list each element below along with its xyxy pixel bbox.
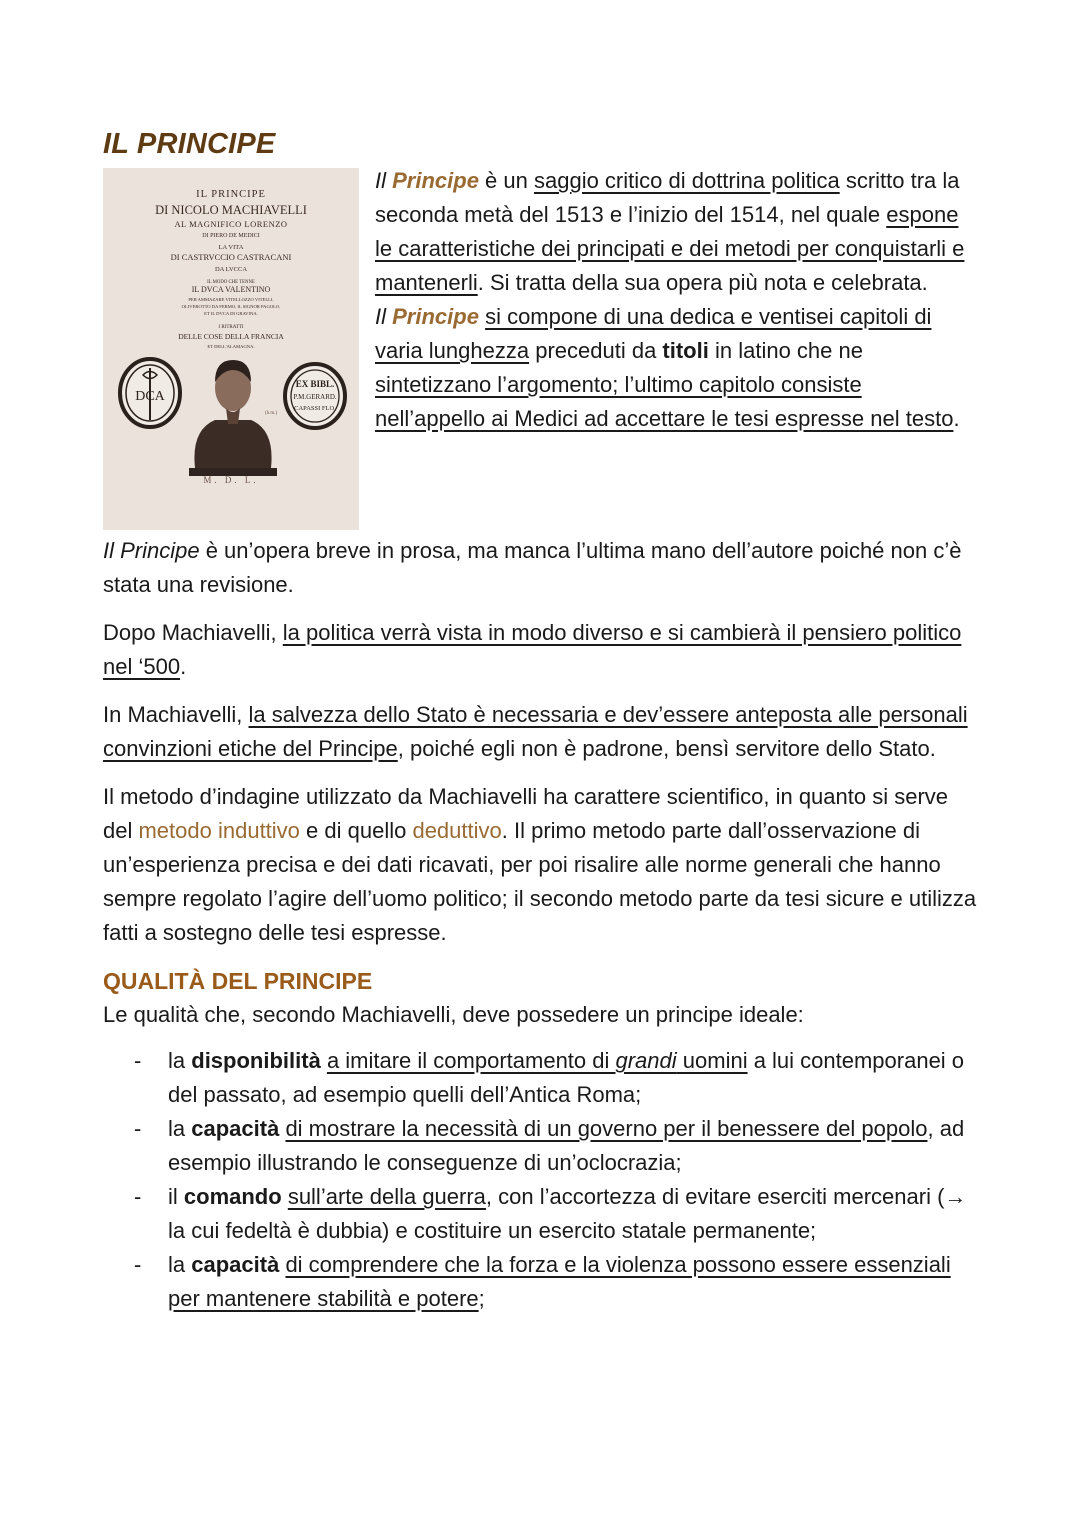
frontis-line: AL MAGNIFICO LORENZO bbox=[174, 219, 288, 229]
text: e di quello bbox=[299, 818, 413, 843]
underlined-text: saggio critico di dottrina politica bbox=[533, 168, 840, 193]
frontis-line: I RITRATTI bbox=[218, 325, 244, 330]
qualities-list bbox=[103, 1044, 978, 1316]
bold-text: titoli bbox=[662, 338, 709, 363]
frontis-line: DA LVCCA bbox=[214, 266, 248, 273]
list-item bbox=[103, 1248, 978, 1316]
body-text bbox=[103, 534, 978, 1316]
text: , ad esempio illustrando le conseguenze di un’oclocrazia; bbox=[168, 1116, 965, 1175]
section-intro: Le qualità che, secondo Machiavelli, deve possedere un principe ideale: bbox=[103, 1002, 804, 1027]
page-title: IL PRINCIPE bbox=[103, 128, 276, 160]
underlined-text: la salvezza dello Stato è necessaria e dev’essere anteposta alle personali convinzioni etiche del Principe bbox=[103, 702, 968, 761]
frontis-line: LA VITA bbox=[218, 244, 244, 251]
colored-text: metodo induttivo bbox=[138, 818, 300, 843]
text: è un’opera breve in prosa, ma manca l’ultima mano dell’autore poiché non c’è stata una revisione. bbox=[103, 538, 962, 597]
bold-text: disponibilità bbox=[191, 1048, 321, 1073]
frontis-line: DI PIERO DE MEDICI bbox=[202, 233, 260, 239]
text: a lui contemporanei o del passato, ad esempio quelli dell’Antica Roma; bbox=[168, 1048, 965, 1107]
list-dash: - bbox=[134, 1252, 142, 1277]
bold-text: capacità bbox=[191, 1252, 280, 1277]
list-dash: - bbox=[134, 1184, 142, 1209]
paragraph-metodo bbox=[103, 780, 978, 950]
italic-text: grandi bbox=[615, 1048, 677, 1073]
frontis-line: PER AMMAZARE VITELLOZZO VITELLI, bbox=[188, 297, 274, 302]
text: . bbox=[180, 654, 187, 679]
frontis-line: ET DELL'ALAMAGNA. bbox=[207, 344, 255, 349]
frontis-line: DI CASTRVCCIO CASTRACANI bbox=[170, 252, 292, 262]
frontis-line: ET IL DVCA DI GRAVINA. bbox=[204, 311, 258, 316]
underlined-text: di comprendere che la forza e la violenza possono essere essenziali per mantenere stabilità e potere bbox=[168, 1252, 951, 1311]
list-dash: - bbox=[134, 1048, 142, 1073]
underlined-text: espone le caratteristiche dei principati e dei metodi per conquistarli e mantenerli bbox=[375, 202, 965, 295]
italic-text: Il Principe bbox=[103, 538, 200, 563]
frontis-line: OLIVEROTTO DA FERMO, IL SIGNOR PAGOLO, bbox=[181, 304, 281, 309]
text: uomini bbox=[676, 1048, 748, 1073]
left-seal-text: DCA bbox=[135, 389, 165, 404]
text: a imitare il comportamento di bbox=[326, 1048, 616, 1073]
principe-highlight: Principe bbox=[392, 304, 479, 329]
underlined-text bbox=[327, 1048, 748, 1073]
principe-highlight: Principe bbox=[392, 168, 479, 193]
frontis-line: DI NICOLO MACHIAVELLI bbox=[155, 203, 307, 217]
list-item bbox=[103, 1112, 978, 1180]
list-item bbox=[103, 1044, 978, 1112]
frontispiece-image bbox=[103, 168, 359, 530]
intro-text bbox=[375, 164, 975, 436]
frontis-line: IL PRINCIPE bbox=[196, 189, 266, 200]
text: la bbox=[168, 1116, 192, 1141]
frontis-year: M. D. L. bbox=[203, 475, 259, 485]
frontis-line: IL DVCA VALENTINO bbox=[191, 285, 271, 294]
text: , con l’accortezza di evitare eserciti mercenari (→ la cui fedeltà è dubbia) e costituire un esercito statale permanente; bbox=[168, 1184, 967, 1243]
italic-text: Il bbox=[375, 168, 386, 193]
paragraph-salvezza bbox=[103, 698, 978, 766]
bold-text: comando bbox=[183, 1184, 282, 1209]
underlined-text: di mostrare la necessità di un governo per il benessere del popolo bbox=[285, 1116, 928, 1141]
intro-paragraph-1 bbox=[375, 164, 975, 300]
text: . Il primo metodo parte dall’osservazione di un’esperienza precisa e dei dati ricavati, per poi risalire alle norme generali che hanno sempre regolato l’agire dell’uomo politico; il secondo metodo parte da tesi sicure e utilizza fatti a sostegno delle tesi espresse. bbox=[103, 818, 977, 945]
underlined-text: si compone di una dedica e ventisei capitoli di varia lunghezza bbox=[375, 304, 932, 363]
left-seal bbox=[120, 359, 180, 427]
section-heading: QUALITÀ DEL PRINCIPE bbox=[103, 968, 373, 994]
text: . Si tratta della sua opera più nota e celebrata. bbox=[477, 270, 928, 295]
text: la bbox=[168, 1048, 192, 1073]
frontis-line: IL MODO CHE TENNE bbox=[207, 280, 255, 285]
intro-paragraph-2 bbox=[375, 300, 975, 436]
italic-text: Il bbox=[375, 304, 386, 329]
text: la bbox=[168, 1252, 192, 1277]
paragraph-breve bbox=[103, 534, 978, 602]
list-dash: - bbox=[134, 1116, 142, 1141]
list-item bbox=[103, 1180, 978, 1248]
text: il bbox=[168, 1184, 184, 1209]
bold-text: capacità bbox=[191, 1116, 280, 1141]
text: è un bbox=[478, 168, 534, 193]
text: in latino che ne bbox=[708, 338, 863, 363]
svg-text:(h.m.): (h.m.) bbox=[265, 411, 278, 416]
right-seal-text: CAPASSI FLO. bbox=[294, 405, 336, 412]
frontispiece-illustration bbox=[103, 168, 359, 530]
right-seal-text: P.M.GERARD. bbox=[293, 393, 337, 401]
text: ; bbox=[478, 1286, 485, 1311]
text: preceduti da bbox=[529, 338, 663, 363]
text: Dopo Machiavelli, bbox=[103, 620, 283, 645]
right-seal bbox=[285, 364, 345, 428]
underlined-text: la politica verrà vista in modo diverso e si cambierà il pensiero politico nel ‘500 bbox=[103, 620, 962, 679]
underlined-text: sintetizzano l’argomento; l’ultimo capitolo consiste nell’appello ai Medici ad accettare le tesi espresse nel testo bbox=[375, 372, 954, 431]
colored-text: deduttivo bbox=[412, 818, 502, 843]
text: . bbox=[953, 406, 960, 431]
underlined-text: sull’arte della guerra bbox=[287, 1184, 486, 1209]
paragraph-dopo bbox=[103, 616, 978, 684]
text: scritto tra la seconda metà del 1513 e l’inizio del 1514, nel quale bbox=[375, 168, 960, 227]
text: Il metodo d’indagine utilizzato da Machiavelli ha carattere scientifico, in quanto si serve del bbox=[103, 784, 949, 843]
frontis-line: DELLE COSE DELLA FRANCIA bbox=[178, 332, 284, 341]
right-seal-text: EX BIBL. bbox=[295, 379, 335, 389]
text: In Machiavelli, bbox=[103, 702, 249, 727]
text: , poiché egli non è padrone, bensì servitore dello Stato. bbox=[397, 736, 936, 761]
